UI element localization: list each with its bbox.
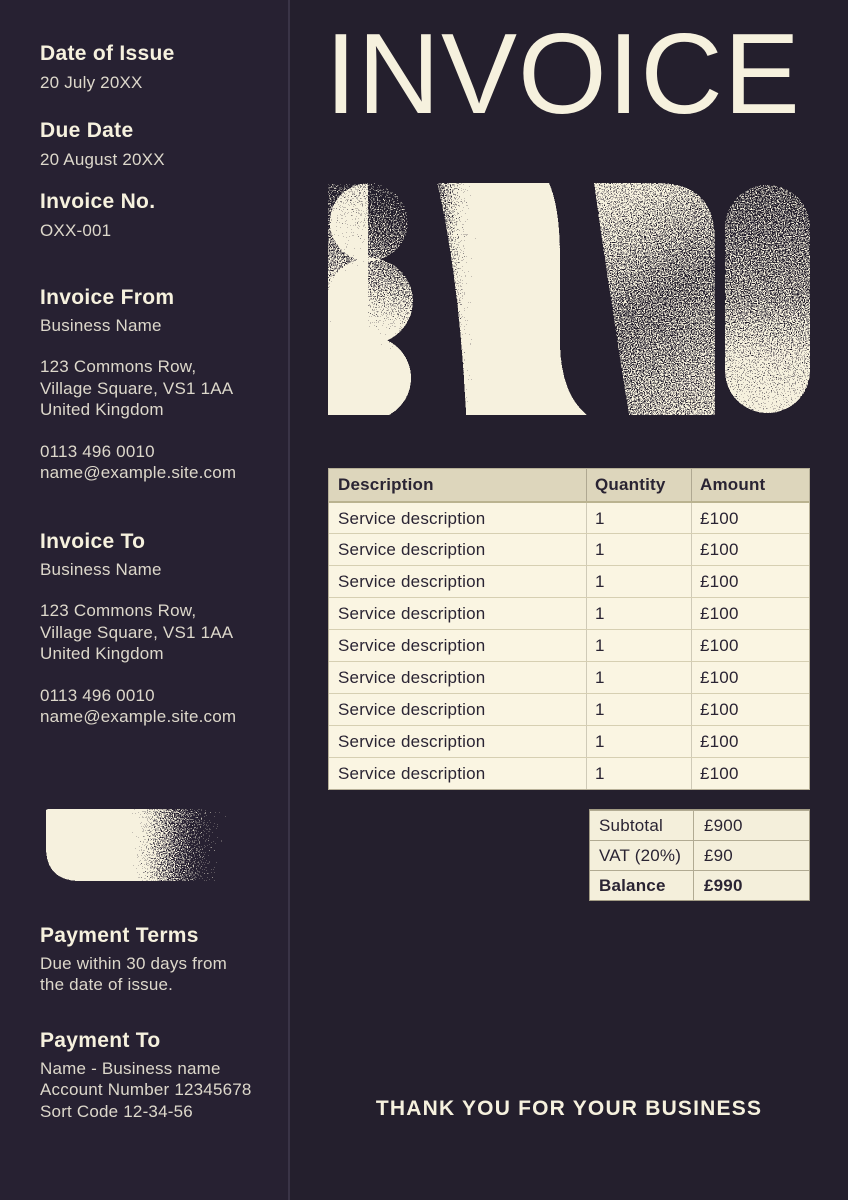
sidebar bbox=[0, 0, 290, 1200]
invoice-to-address: 123 Commons Row, Village Square, VS1 1AA United Kingdom bbox=[40, 601, 234, 663]
row-quantity: 1 bbox=[586, 662, 691, 693]
date-of-issue-label: Date of Issue bbox=[40, 42, 175, 65]
totals-row bbox=[590, 840, 809, 870]
payment-terms-text: Due within 30 days from the date of issue. bbox=[40, 953, 227, 994]
invoice-from-address: 123 Commons Row, Village Square, VS1 1AA United Kingdom bbox=[40, 357, 234, 419]
row-amount: £100 bbox=[691, 758, 809, 789]
table-row bbox=[329, 533, 809, 565]
row-quantity: 1 bbox=[586, 566, 691, 597]
payment-to-label: Payment To bbox=[40, 1028, 161, 1052]
invoice-from-section bbox=[40, 285, 264, 484]
table-row bbox=[329, 565, 809, 597]
row-description: Service description bbox=[338, 540, 486, 559]
row-quantity: 1 bbox=[586, 758, 691, 789]
thank-you-message: THANK YOU FOR YOUR BUSINESS bbox=[375, 1097, 763, 1120]
invoice-to-section bbox=[40, 529, 264, 728]
row-description: Service description bbox=[338, 668, 486, 687]
payment-to-sortcode: Sort Code 12-34-56 bbox=[40, 1101, 193, 1121]
totals-row bbox=[590, 870, 809, 900]
totals-box bbox=[589, 809, 810, 901]
payment-to-account: Account Number 12345678 bbox=[40, 1080, 252, 1099]
due-date-value: 20 August 20XX bbox=[40, 149, 165, 169]
row-amount: £100 bbox=[691, 662, 809, 693]
table-row bbox=[329, 501, 809, 533]
row-quantity: 1 bbox=[586, 503, 691, 533]
invoice-from-phone: 0113 496 0010 bbox=[40, 441, 155, 461]
invoice-to-phone: 0113 496 0010 bbox=[40, 685, 155, 705]
row-amount: £100 bbox=[691, 598, 809, 629]
invoice-to-business: Business Name bbox=[40, 559, 162, 579]
totals-row bbox=[590, 810, 809, 840]
row-quantity: 1 bbox=[586, 598, 691, 629]
items-table bbox=[328, 468, 810, 790]
brush-stroke-graphic bbox=[38, 809, 264, 886]
table-row bbox=[329, 597, 809, 629]
invoice-from-contact bbox=[40, 441, 264, 484]
invoice-main bbox=[290, 0, 848, 1200]
invoice-from-label: Invoice From bbox=[40, 285, 175, 309]
row-description: Service description bbox=[338, 604, 486, 623]
row-amount: £100 bbox=[691, 566, 809, 597]
row-quantity: 1 bbox=[586, 694, 691, 725]
page-title: INVOICE bbox=[325, 11, 801, 138]
invoice-no-label: Invoice No. bbox=[40, 190, 156, 213]
items-table-header bbox=[329, 469, 809, 501]
monogram-graphic bbox=[328, 180, 810, 420]
totals-value: £990 bbox=[704, 876, 743, 895]
payment-terms-label: Payment Terms bbox=[40, 923, 199, 947]
row-description: Service description bbox=[338, 636, 486, 655]
row-quantity: 1 bbox=[586, 534, 691, 565]
table-row bbox=[329, 629, 809, 661]
table-row bbox=[329, 725, 809, 757]
payment-to-section bbox=[40, 1028, 264, 1123]
row-amount: £100 bbox=[691, 503, 809, 533]
invoice-to-label: Invoice To bbox=[40, 529, 146, 553]
row-description: Service description bbox=[338, 700, 486, 719]
table-row bbox=[329, 757, 809, 789]
date-of-issue-value: 20 July 20XX bbox=[40, 73, 143, 92]
totals-label: VAT (20%) bbox=[590, 841, 694, 870]
table-row bbox=[329, 661, 809, 693]
invoice-to-contact bbox=[40, 685, 264, 728]
row-quantity: 1 bbox=[586, 726, 691, 757]
row-amount: £100 bbox=[691, 726, 809, 757]
row-description: Service description bbox=[338, 764, 486, 783]
payment-to-name: Name - Business name bbox=[40, 1058, 221, 1078]
invoice-to-email: name@example.site.com bbox=[40, 707, 237, 726]
row-amount: £100 bbox=[691, 534, 809, 565]
row-quantity: 1 bbox=[586, 630, 691, 661]
row-amount: £100 bbox=[691, 694, 809, 725]
payment-terms-section bbox=[40, 923, 264, 996]
row-description: Service description bbox=[338, 509, 486, 528]
date-of-issue-section bbox=[40, 41, 264, 94]
totals-value: £90 bbox=[704, 846, 733, 865]
totals-label: Balance bbox=[590, 871, 694, 900]
row-description: Service description bbox=[338, 572, 486, 591]
table-row bbox=[329, 693, 809, 725]
invoice-from-business: Business Name bbox=[40, 315, 162, 335]
header-quantity: Quantity bbox=[586, 469, 691, 501]
payment-to-details bbox=[40, 1058, 264, 1123]
items-table-body bbox=[329, 501, 809, 789]
invoice-no-value: OXX-001 bbox=[40, 221, 112, 240]
invoice-from-email: name@example.site.com bbox=[40, 463, 237, 482]
due-date-label: Due Date bbox=[40, 118, 134, 142]
invoice-no-section bbox=[40, 189, 264, 242]
totals-value: £900 bbox=[704, 816, 743, 835]
row-description: Service description bbox=[338, 732, 486, 751]
totals-label: Subtotal bbox=[590, 811, 694, 840]
row-amount: £100 bbox=[691, 630, 809, 661]
header-amount: Amount bbox=[691, 469, 809, 501]
due-date-section bbox=[40, 118, 264, 171]
header-description: Description bbox=[338, 475, 434, 494]
